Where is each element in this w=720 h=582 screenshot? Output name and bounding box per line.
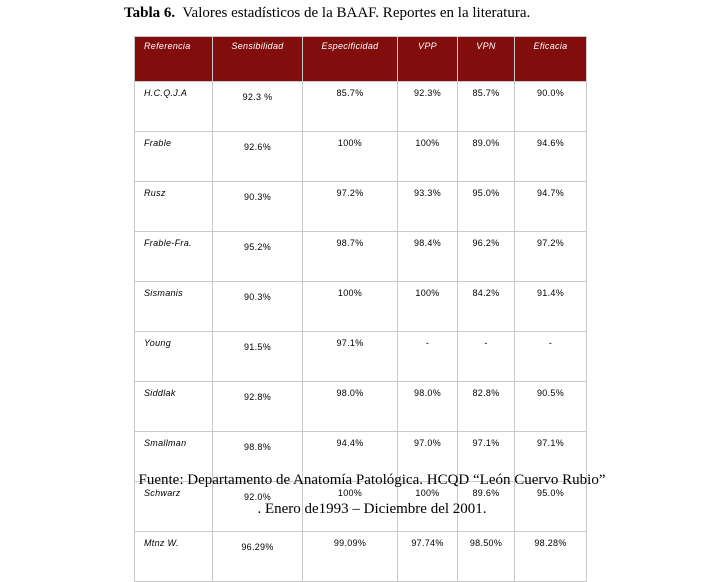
cell-vpp: 92.3% bbox=[398, 82, 458, 132]
cell-vpp: - bbox=[398, 332, 458, 382]
cell-vpn: 82.8% bbox=[458, 382, 515, 432]
header-vpp: VPP bbox=[398, 37, 458, 82]
cell-sensibilidad: 92.0% bbox=[213, 482, 303, 532]
cell-eficacia: 94.7% bbox=[515, 182, 587, 232]
cell-referencia: Mtnz W. bbox=[135, 532, 213, 582]
table-title bbox=[124, 5, 530, 22]
source-date-range: . Enero de1993 – Diciembre del 2001. bbox=[257, 501, 487, 517]
cell-vpn: - bbox=[458, 332, 515, 382]
cell-eficacia: 90.0% bbox=[515, 82, 587, 132]
cell-sensibilidad: 92.8% bbox=[213, 382, 303, 432]
cell-vpp: 98.4% bbox=[398, 232, 458, 282]
cell-especificidad: 94.4% bbox=[303, 432, 398, 482]
cell-referencia: Smallman bbox=[135, 432, 213, 482]
cell-eficacia: 94.6% bbox=[515, 132, 587, 182]
cell-eficacia: 97.2% bbox=[515, 232, 587, 282]
table-row bbox=[135, 132, 587, 182]
cell-referencia: Rusz bbox=[135, 182, 213, 232]
cell-vpp: 93.3% bbox=[398, 182, 458, 232]
cell-vpp: 100% bbox=[398, 132, 458, 182]
cell-sensibilidad: 90.3% bbox=[213, 282, 303, 332]
table-row bbox=[135, 232, 587, 282]
cell-sensibilidad: 98.8% bbox=[213, 432, 303, 482]
cell-vpp: 98.0% bbox=[398, 382, 458, 432]
table-row bbox=[135, 182, 587, 232]
cell-vpn: 98.50% bbox=[458, 532, 515, 582]
cell-vpn: 96.2% bbox=[458, 232, 515, 282]
cell-vpn: 95.0% bbox=[458, 182, 515, 232]
cell-eficacia: 97.1% bbox=[515, 432, 587, 482]
header-sensibilidad: Sensibilidad bbox=[213, 37, 303, 82]
cell-referencia: H.C.Q.J.A bbox=[135, 82, 213, 132]
cell-eficacia: 98.28% bbox=[515, 532, 587, 582]
cell-especificidad: 98.7% bbox=[303, 232, 398, 282]
cell-vpn: 84.2% bbox=[458, 282, 515, 332]
cell-eficacia: 90.5% bbox=[515, 382, 587, 432]
table-row bbox=[135, 382, 587, 432]
cell-eficacia: - bbox=[515, 332, 587, 382]
cell-referencia: Frable-Fra. bbox=[135, 232, 213, 282]
cell-sensibilidad: 91.5% bbox=[213, 332, 303, 382]
cell-especificidad: 98.0% bbox=[303, 382, 398, 432]
cell-especificidad: 97.1% bbox=[303, 332, 398, 382]
cell-referencia: Sismanis bbox=[135, 282, 213, 332]
cell-referencia: Frable bbox=[135, 132, 213, 182]
cell-vpn: 89.6% bbox=[458, 482, 515, 532]
cell-referencia: Schwarz bbox=[135, 482, 213, 532]
cell-eficacia: 95.0% bbox=[515, 482, 587, 532]
table-row bbox=[135, 282, 587, 332]
table-caption: Valores estadísticos de la BAAF. Reportes en la literatura. bbox=[182, 5, 531, 21]
table-number: Tabla 6. bbox=[124, 5, 176, 21]
table-row bbox=[135, 332, 587, 382]
source-line: Fuente: Departamento de Anatomía Patológica. HCQD “León Cuervo Rubio” bbox=[138, 472, 606, 488]
cell-vpn: 97.1% bbox=[458, 432, 515, 482]
cell-especificidad: 100% bbox=[303, 132, 398, 182]
table-row bbox=[135, 532, 587, 582]
cell-vpp: 97.0% bbox=[398, 432, 458, 482]
header-especificidad: Especificidad bbox=[303, 37, 398, 82]
cell-eficacia: 91.4% bbox=[515, 282, 587, 332]
cell-sensibilidad: 92.6% bbox=[213, 132, 303, 182]
cell-vpp: 100% bbox=[398, 282, 458, 332]
cell-vpn: 85.7% bbox=[458, 82, 515, 132]
cell-vpp: 97.74% bbox=[398, 532, 458, 582]
cell-sensibilidad: 92.3 % bbox=[213, 82, 303, 132]
cell-referencia: Young bbox=[135, 332, 213, 382]
cell-especificidad: 85.7% bbox=[303, 82, 398, 132]
cell-vpp: 100% bbox=[398, 482, 458, 532]
cell-especificidad: 97.2% bbox=[303, 182, 398, 232]
cell-vpn: 89.0% bbox=[458, 132, 515, 182]
cell-especificidad: 100% bbox=[303, 482, 398, 532]
cell-sensibilidad: 95.2% bbox=[213, 232, 303, 282]
cell-referencia: Siddlak bbox=[135, 382, 213, 432]
cell-sensibilidad: 90.3% bbox=[213, 182, 303, 232]
cell-especificidad: 100% bbox=[303, 282, 398, 332]
cell-especificidad: 99.09% bbox=[303, 532, 398, 582]
header-vpn: VPN bbox=[458, 37, 515, 82]
header-referencia: Referencia bbox=[135, 37, 213, 82]
header-row bbox=[135, 37, 587, 82]
cell-sensibilidad: 96.29% bbox=[213, 532, 303, 582]
header-eficacia: Eficacia bbox=[515, 37, 587, 82]
table-row bbox=[135, 82, 587, 132]
